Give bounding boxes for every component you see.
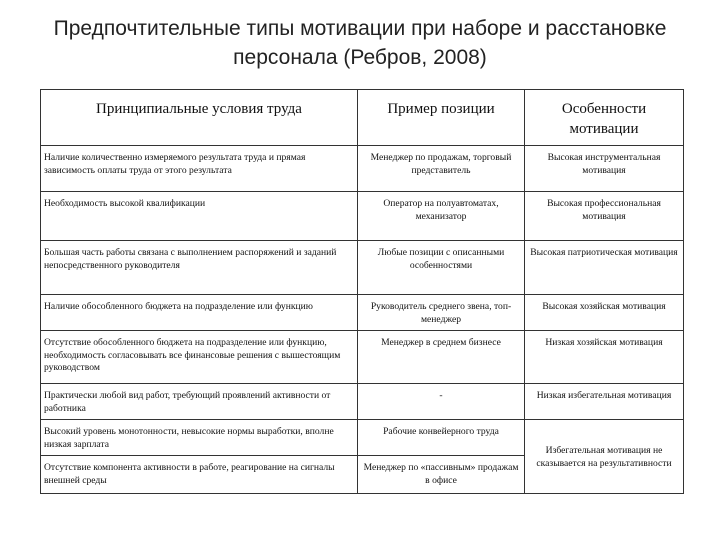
table-row xyxy=(41,331,684,384)
cell-position: Менеджер по «пассивным» продажам в офисе xyxy=(358,456,525,494)
cell-motivation: Избегательная мотивация не сказывается на результативности xyxy=(525,420,684,494)
header-motivation: Особенности мотивации xyxy=(525,90,684,146)
cell-condition: Наличие количественно измеряемого результата труда и прямая зависимость оплаты труда от этого результата xyxy=(41,146,358,192)
slide-title: Предпочтительные типы мотивации при наборе и расстановке персонала (Ребров, 2008) xyxy=(53,17,667,69)
cell-condition: Отсутствие обособленного бюджета на подразделение или функцию, необходимость согласовывать все финансовые решения с вышестоящим руководством xyxy=(41,331,358,384)
header-conditions: Принципиальные условия труда xyxy=(41,90,358,146)
cell-motivation: Высокая хозяйская мотивация xyxy=(525,295,684,331)
table-row xyxy=(41,420,684,456)
motivation-table xyxy=(40,89,684,494)
cell-condition: Высокий уровень монотонности, невысокие нормы выработки, вполне низкая зарплата xyxy=(41,420,358,456)
table-row xyxy=(41,192,684,241)
cell-motivation: Высокая инструментальная мотивация xyxy=(525,146,684,192)
table-row xyxy=(41,295,684,331)
header-position: Пример позиции xyxy=(358,90,525,146)
cell-condition: Необходимость высокой квалификации xyxy=(41,192,358,241)
table-row xyxy=(41,146,684,192)
cell-motivation: Высокая патриотическая мотивация xyxy=(525,241,684,295)
cell-condition: Наличие обособленного бюджета на подразделение или функцию xyxy=(41,295,358,331)
cell-position: Менеджер в среднем бизнесе xyxy=(358,331,525,384)
cell-condition: Большая часть работы связана с выполнением распоряжений и заданий непосредственного руководителя xyxy=(41,241,358,295)
cell-condition: Практически любой вид работ, требующий проявлений активности от работника xyxy=(41,384,358,420)
cell-position: Руководитель среднего звена, топ-менеджер xyxy=(358,295,525,331)
table-row xyxy=(41,241,684,295)
cell-position: Рабочие конвейерного труда xyxy=(358,420,525,456)
cell-motivation: Низкая хозяйская мотивация xyxy=(525,331,684,384)
cell-position: Менеджер по продажам, торговый представитель xyxy=(358,146,525,192)
cell-motivation: Высокая профессиональная мотивация xyxy=(525,192,684,241)
cell-motivation: Низкая избегательная мотивация xyxy=(525,384,684,420)
cell-position: Любые позиции с описанными особенностями xyxy=(358,241,525,295)
cell-position: Оператор на полуавтоматах, механизатор xyxy=(358,192,525,241)
cell-position: - xyxy=(358,384,525,420)
cell-condition: Отсутствие компонента активности в работе, реагирование на сигналы внешней среды xyxy=(41,456,358,494)
table-row xyxy=(41,384,684,420)
table-header-row xyxy=(41,90,684,146)
